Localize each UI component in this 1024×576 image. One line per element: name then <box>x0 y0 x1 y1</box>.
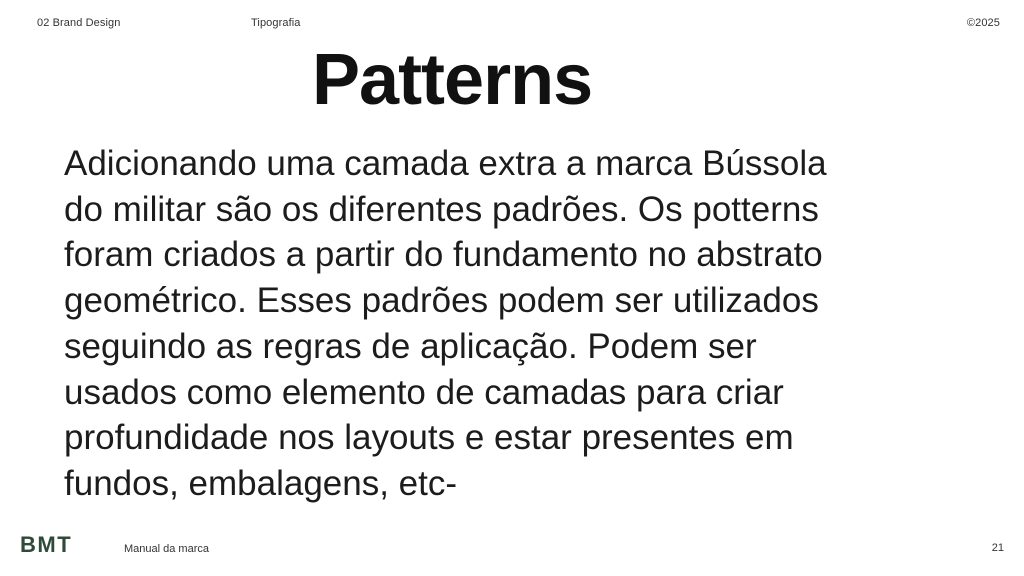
brand-logo: BMT <box>20 532 73 557</box>
header-topic-label: Tipografia <box>251 17 301 29</box>
footer-manual-title: Manual da marca <box>124 543 209 555</box>
page-number: 21 <box>991 542 1004 554</box>
body-paragraph: Adicionando uma camada extra a marca Bússola do militar são os diferentes padrões. Os potterns foram criados a partir do fundamento no abstrato geométrico. Esses padrões podem ser utilizados seguindo as regras de aplicação. Podem ser usados como elemento de camadas para criar profundidade nos layouts e estar presentes em fundos, embalagens, etc- <box>64 144 827 503</box>
page-title: Patterns <box>312 40 593 120</box>
header-section-label: 02 Brand Design <box>37 17 121 29</box>
header-copyright: ©2025 <box>966 17 1000 29</box>
